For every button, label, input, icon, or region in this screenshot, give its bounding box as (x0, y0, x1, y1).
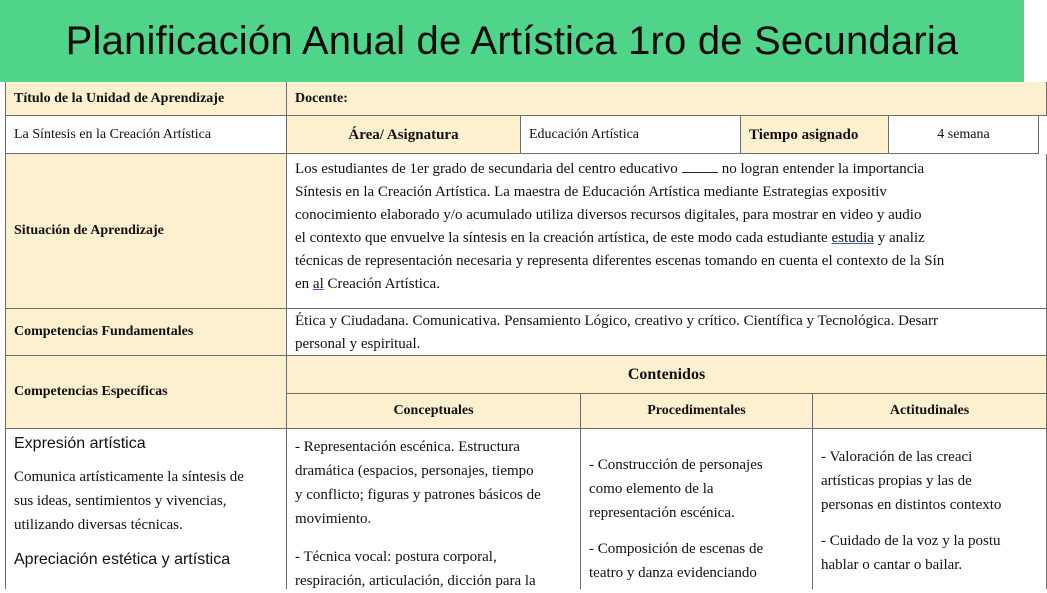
contents-title: Contenidos (287, 356, 1047, 394)
situation-line: y analiz (877, 230, 925, 246)
procedimental-item: - Construcción de personajes (589, 457, 763, 473)
procedimental-item: teatro y danza evidenciando (589, 565, 757, 581)
situation-line: técnicas de representación necesaria y representa diferentes escenas tomando en cuenta el contexto de la Sín (295, 253, 945, 269)
procedimental-item: - Composición de escenas de (589, 541, 764, 557)
actitudinales-cell (813, 429, 1047, 589)
situation-line: al (312, 276, 324, 292)
teacher-label: Docente: (287, 82, 1047, 116)
situation-line: Los estudiantes de 1er grado de secundaria del centro educativo (295, 161, 678, 177)
situation-text (287, 154, 1047, 309)
actitudinal-item: personas en distintos contexto (821, 497, 1002, 513)
expresion-text-line: utilizando diversas técnicas. (14, 517, 183, 533)
column-conceptuales: Conceptuales (287, 394, 581, 429)
expresion-text-line: sus ideas, sentimientos y vivencias, (14, 493, 227, 509)
expresion-heading: Expresión artística (14, 435, 146, 452)
actitudinal-item: hablar o cantar o bailar. (821, 557, 963, 573)
apreciacion-heading: Apreciación estética y artística (14, 551, 231, 568)
conceptual-item: - Representación escénica. Estructura (295, 439, 520, 455)
situation-line: Creación Artística. (327, 276, 440, 292)
competencies-cell (5, 429, 287, 589)
title-banner (0, 0, 1024, 82)
situation-label: Situación de Aprendizaje (5, 154, 287, 309)
procedimental-item: como elemento de la (589, 481, 714, 497)
actitudinal-item: artísticas propias y las de (821, 473, 972, 489)
procedimentales-cell (581, 429, 813, 589)
fundamental-label: Competencias Fundamentales (5, 309, 287, 356)
situation-line: el contexto que envuelve la síntesis en la creación artística, de este modo cada estudiante (295, 230, 828, 246)
situation-line: en (295, 276, 310, 292)
time-label: Tiempo asignado (741, 116, 889, 154)
fundamental-text (287, 309, 1047, 356)
situation-line: conocimiento elaborado y/o acumulado utiliza diversos recursos digitales, para mostrar en video y audio (295, 207, 922, 223)
specific-label: Competencias Específicas (5, 356, 287, 429)
expresion-text-line: Comunica artísticamente la síntesis de (14, 469, 244, 485)
situation-line: estudia (831, 230, 874, 246)
actitudinal-item: - Valoración de las creaci (821, 449, 973, 465)
conceptual-item: - Técnica vocal: postura corporal, (295, 549, 497, 565)
conceptual-item: respiración, articulación, dicción para la (295, 573, 536, 589)
situation-line: Síntesis en la Creación Artística. La maestra de Educación Artística mediante Estrategias expositiv (295, 184, 887, 200)
column-procedimentales: Procedimentales (581, 394, 813, 429)
planning-document (0, 82, 1024, 589)
unit-title-label: Título de la Unidad de Aprendizaje (5, 82, 287, 116)
banner-title: Planificación Anual de Artística 1ro de Secundaria (65, 18, 959, 63)
conceptual-item: y conflicto; figuras y patrones básicos de (295, 487, 541, 503)
procedimental-item: representación escénica. (589, 505, 735, 521)
conceptual-item: movimiento. (295, 511, 372, 527)
conceptual-item: dramática (espacios, personajes, tiempo (295, 463, 534, 479)
fundamental-line: personal y espiritual. (295, 336, 421, 352)
unit-title-value: La Síntesis en la Creación Artística (5, 116, 287, 154)
area-label: Área/ Asignatura (287, 116, 521, 154)
column-actitudinales: Actitudinales (813, 394, 1047, 429)
area-value: Educación Artística (521, 116, 741, 154)
situation-line: no logran entender la importancia (721, 161, 925, 177)
actitudinal-item: - Cuidado de la voz y la postu (821, 533, 1001, 549)
fundamental-line: Ética y Ciudadana. Comunicativa. Pensamiento Lógico, creativo y crítico. Científica y Tecnológica. Desarr (295, 313, 939, 329)
conceptuales-cell (287, 429, 581, 589)
time-value: 4 semana (889, 116, 1039, 154)
